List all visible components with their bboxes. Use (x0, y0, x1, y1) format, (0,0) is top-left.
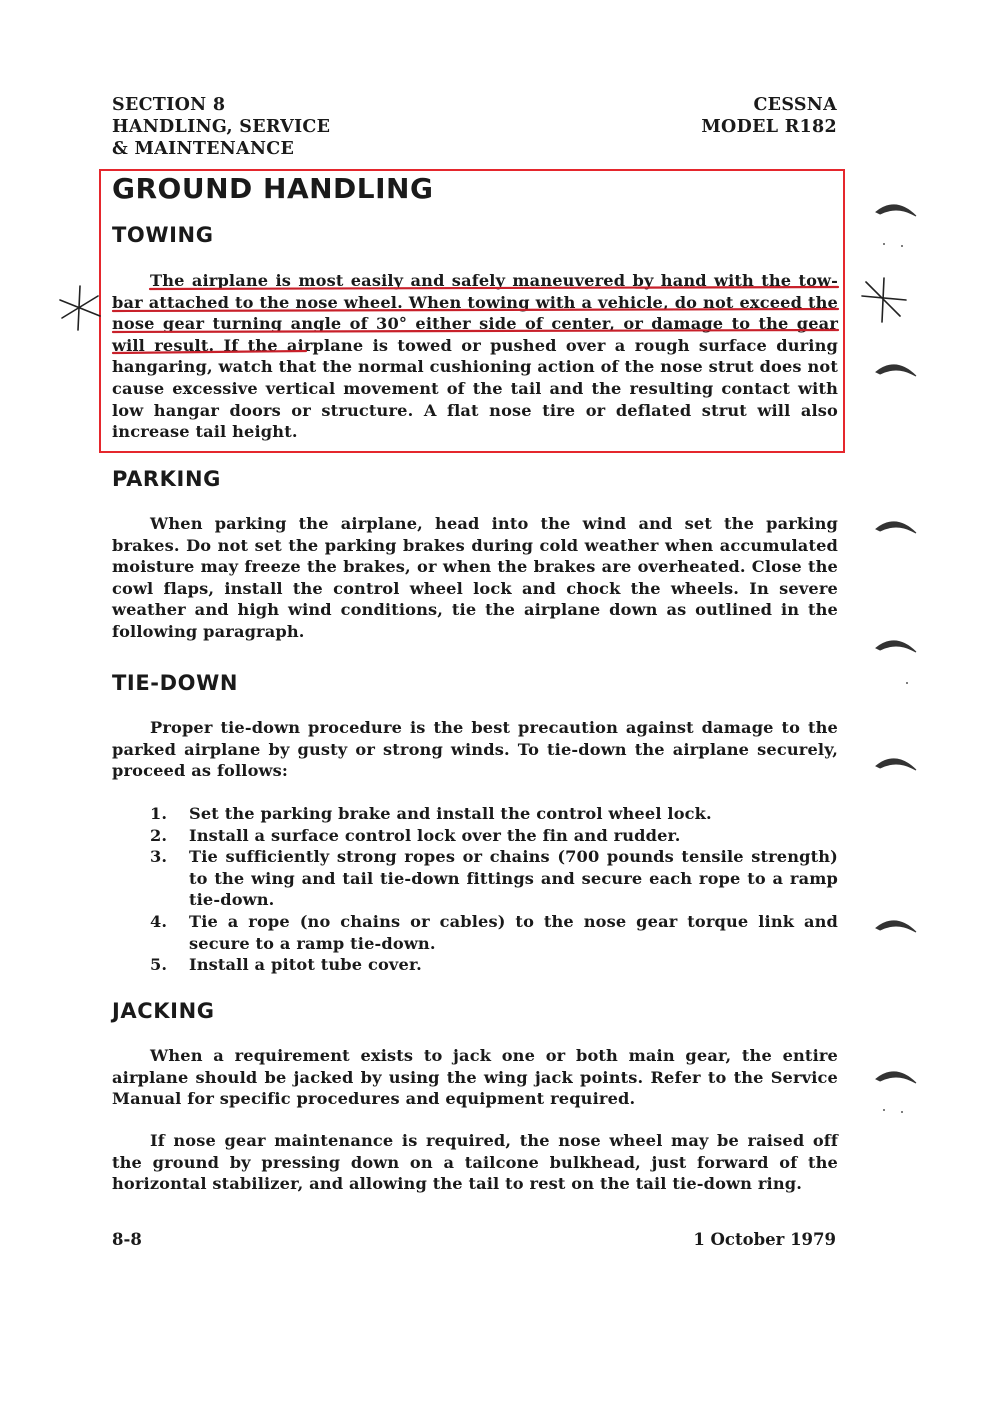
specks (883, 1109, 885, 1111)
page-number: 8-8 (112, 1230, 142, 1249)
step-number: 2. (150, 825, 168, 845)
underline-mark (113, 309, 838, 311)
asterisk-left-icon (60, 286, 100, 330)
jacking-paragraph-1: When a requirement exists to jack one or both main gear, the entire airplane should be jacked by using the wing jack points. Refer to the Service Manual for specific procedures and equipment required. (112, 1046, 838, 1109)
specks (883, 243, 885, 245)
parking-heading: PARKING (112, 467, 221, 491)
step-text: Tie a rope (no chains or cables) to the nose gear torque link and secure to a ramp tie-down. (189, 911, 838, 953)
towing-heading: TOWING (112, 223, 214, 247)
tie-down-intro: Proper tie-down procedure is the best precaution against damage to the parked airplane by gusty or strong winds. To tie-down the airplane securely, proceed as follows: (112, 718, 838, 781)
section-header-line: HANDLING, SERVICE (112, 117, 331, 137)
specks (906, 682, 908, 684)
binder-hole-mark (876, 365, 916, 376)
step-text: Install a surface control lock over the fin and rudder. (189, 825, 681, 845)
model-name: MODEL R182 (701, 117, 837, 137)
underline-mark (150, 287, 838, 289)
jacking-paragraph-2: If nose gear maintenance is required, the nose wheel may be raised off the ground by pressing down on a tailcone bulkhead, just forward of the horizontal stabilizer, and allowing the tail to rest on the tail tie-down ring. (112, 1131, 838, 1194)
underline-mark (113, 330, 838, 332)
parking-paragraph: When parking the airplane, head into the wind and set the parking brakes. Do not set the parking brakes during cold weather when accumulated moisture may freeze the brakes, or when the brakes are overheated. Close the cowl flaps, install the control wheel lock and chock the wheels. In severe weather and high wind conditions, tie the airplane down as outlined in the following paragraph. (112, 514, 838, 641)
step-text: Install a pitot tube cover. (189, 955, 422, 975)
specks (901, 1111, 903, 1113)
specks (901, 245, 903, 247)
section-header-line: SECTION 8 (112, 95, 226, 115)
binder-hole-mark (876, 522, 916, 533)
towing-paragraph: The airplane is most easily and safely maneuvered by hand with the tow-bar attached to the nose wheel. When towing with a vehicle, do not exceed the nose gear turning angle of 30° either side of center, or damage to the gear will result. If the airplane is towed or pushed over a rough surface during hangaring, watch that the normal cushioning action of the nose strut does not cause excessive vertical movement of the tail and the resulting contact with low hangar doors or structure. A flat nose tire or deflated strut will also increase tail height. (112, 271, 838, 442)
step-text: Tie sufficiently strong ropes or chains (700 pounds tensile strength) to the wing and tail tie-down fittings and secure each rope to a ramp tie-down. (189, 847, 838, 910)
binder-hole-mark (876, 641, 916, 652)
step-number: 4. (150, 911, 168, 931)
step-number: 1. (150, 804, 168, 823)
binder-hole-mark (876, 205, 916, 216)
asterisk-right-icon (862, 278, 906, 322)
step-text: Set the parking brake and install the control wheel lock. (189, 804, 712, 823)
ground-handling-title: GROUND HANDLING (112, 172, 434, 205)
underline-mark (113, 351, 306, 353)
binder-hole-mark (876, 921, 916, 932)
manufacturer-name: CESSNA (753, 95, 837, 115)
tie-down-heading: TIE-DOWN (112, 671, 239, 695)
binder-hole-mark (876, 759, 916, 770)
section-header-line: & MAINTENANCE (112, 139, 295, 159)
jacking-heading: JACKING (112, 999, 215, 1023)
binder-hole-mark (876, 1072, 916, 1083)
revision-date: 1 October 1979 (693, 1230, 836, 1249)
step-number: 5. (150, 955, 168, 975)
step-number: 3. (150, 847, 168, 867)
